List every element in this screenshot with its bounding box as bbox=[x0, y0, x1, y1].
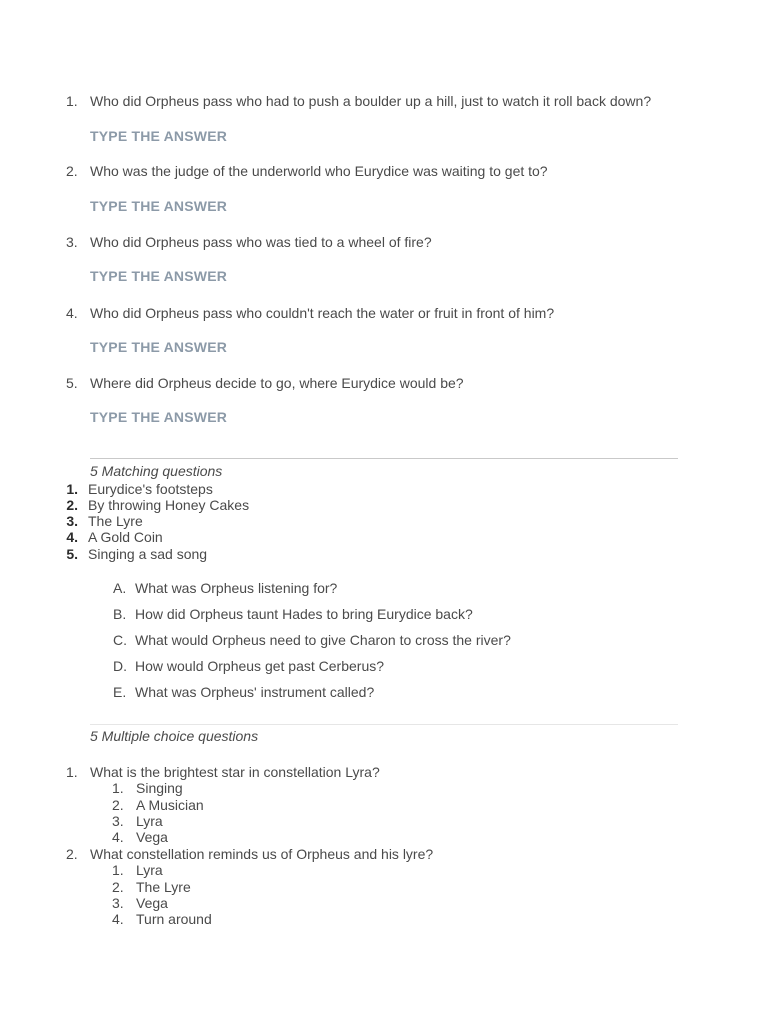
answer-field[interactable]: TYPE THE ANSWER bbox=[90, 198, 228, 214]
term-number: 5. bbox=[66, 546, 78, 562]
question-number: 1. bbox=[66, 93, 78, 109]
matching-term bbox=[56, 546, 207, 562]
mc-option[interactable] bbox=[112, 797, 204, 813]
option-number: 4. bbox=[112, 829, 124, 845]
term-text: By throwing Honey Cakes bbox=[88, 497, 250, 513]
answer-field[interactable]: TYPE THE ANSWER bbox=[90, 268, 228, 284]
definition-text: What was Orpheus' instrument called? bbox=[135, 684, 375, 700]
answer-field[interactable]: TYPE THE ANSWER bbox=[90, 339, 228, 355]
matching-definition bbox=[113, 632, 511, 648]
definition-text: What would Orpheus need to give Charon to cross the river? bbox=[135, 632, 511, 648]
option-text: A Musician bbox=[136, 797, 204, 813]
definition-letter: D. bbox=[113, 658, 127, 674]
matching-title: 5 Matching questions bbox=[90, 463, 223, 479]
mc-option[interactable] bbox=[112, 813, 163, 829]
option-number: 4. bbox=[112, 911, 124, 927]
written-question bbox=[66, 234, 432, 250]
option-text: Lyra bbox=[136, 862, 163, 878]
option-number: 1. bbox=[112, 780, 124, 796]
question-number: 1. bbox=[66, 764, 78, 780]
mc-option[interactable] bbox=[112, 879, 191, 895]
option-number: 3. bbox=[112, 813, 124, 829]
term-number: 2. bbox=[66, 497, 78, 513]
term-text: Singing a sad song bbox=[88, 546, 208, 562]
question-text: Who did Orpheus pass who was tied to a wheel of fire? bbox=[90, 234, 432, 250]
mc-option[interactable] bbox=[112, 829, 168, 845]
option-text: Lyra bbox=[136, 813, 163, 829]
option-text: The Lyre bbox=[136, 879, 191, 895]
matching-term bbox=[56, 497, 249, 513]
question-number: 3. bbox=[66, 234, 78, 250]
written-question bbox=[66, 375, 464, 391]
matching-term bbox=[56, 513, 143, 529]
written-question bbox=[66, 93, 652, 109]
question-number: 4. bbox=[66, 305, 78, 321]
mc-question bbox=[66, 764, 380, 780]
question-number: 2. bbox=[66, 846, 78, 862]
mc-option[interactable] bbox=[112, 895, 168, 911]
mc-option[interactable] bbox=[112, 862, 163, 878]
option-text: Vega bbox=[136, 829, 168, 845]
definition-text: How would Orpheus get past Cerberus? bbox=[135, 658, 385, 674]
definition-letter: E. bbox=[113, 684, 127, 700]
section-divider bbox=[90, 724, 678, 725]
option-number: 1. bbox=[112, 862, 124, 878]
term-text: Eurydice's footsteps bbox=[88, 481, 213, 497]
question-number: 2. bbox=[66, 163, 78, 179]
option-number: 2. bbox=[112, 797, 124, 813]
option-text: Vega bbox=[136, 895, 168, 911]
term-text: The Lyre bbox=[88, 513, 143, 529]
section-divider bbox=[90, 458, 678, 459]
question-text: Who did Orpheus pass who couldn't reach the water or fruit in front of him? bbox=[90, 305, 555, 321]
question-text: What constellation reminds us of Orpheus and his lyre? bbox=[90, 846, 434, 862]
mc-question bbox=[66, 846, 434, 862]
written-question bbox=[66, 305, 555, 321]
definition-letter: C. bbox=[113, 632, 127, 648]
option-text: Turn around bbox=[136, 911, 212, 927]
mc-option[interactable] bbox=[112, 911, 212, 927]
term-text: A Gold Coin bbox=[88, 529, 163, 545]
definition-letter: A. bbox=[113, 580, 127, 596]
matching-term bbox=[56, 481, 213, 497]
option-number: 3. bbox=[112, 895, 124, 911]
answer-field[interactable]: TYPE THE ANSWER bbox=[90, 128, 228, 144]
matching-definition bbox=[113, 658, 385, 674]
answer-field[interactable]: TYPE THE ANSWER bbox=[90, 409, 228, 425]
question-text: What is the brightest star in constellation Lyra? bbox=[90, 764, 380, 780]
definition-text: What was Orpheus listening for? bbox=[135, 580, 338, 596]
matching-term bbox=[56, 529, 163, 545]
term-number: 3. bbox=[66, 513, 78, 529]
definition-letter: B. bbox=[113, 606, 127, 622]
term-number: 1. bbox=[66, 481, 78, 497]
mc-option[interactable] bbox=[112, 780, 183, 796]
matching-definition bbox=[113, 580, 338, 596]
question-number: 5. bbox=[66, 375, 78, 391]
written-question bbox=[66, 163, 548, 179]
question-text: Who did Orpheus pass who had to push a boulder up a hill, just to watch it roll back down? bbox=[90, 93, 652, 109]
option-number: 2. bbox=[112, 879, 124, 895]
definition-text: How did Orpheus taunt Hades to bring Eurydice back? bbox=[135, 606, 473, 622]
option-text: Singing bbox=[136, 780, 183, 796]
question-text: Where did Orpheus decide to go, where Eurydice would be? bbox=[90, 375, 464, 391]
matching-definition bbox=[113, 684, 375, 700]
question-text: Who was the judge of the underworld who Eurydice was waiting to get to? bbox=[90, 163, 548, 179]
matching-definition bbox=[113, 606, 473, 622]
term-number: 4. bbox=[66, 529, 78, 545]
multiple-choice-title: 5 Multiple choice questions bbox=[90, 728, 259, 744]
